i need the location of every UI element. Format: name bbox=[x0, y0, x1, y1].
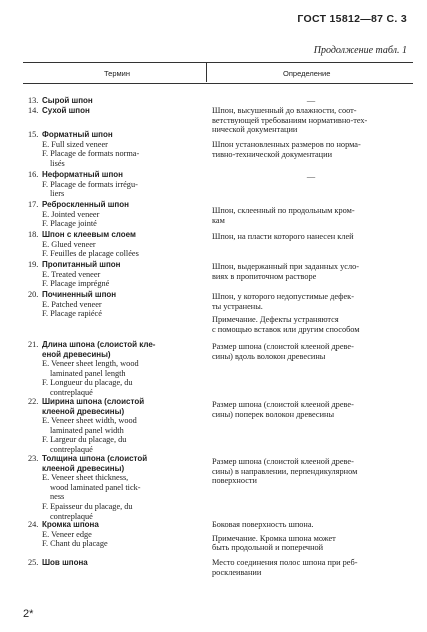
column-header-term: Термин bbox=[104, 69, 130, 78]
definition: Боковая поверхность шпона. Примечание. Кромка шпона может быть продольной и поперечной bbox=[212, 520, 336, 553]
term-row: 23. Толщина шпона (слоистой клееной древесины) E. Veneer sheet thickness, wood laminated panel tick- ness F. Epaisseur du placage, du contreplaqué bbox=[28, 454, 148, 521]
document-reference: ГОСТ 15812—87 С. 3 bbox=[297, 13, 407, 25]
definition: Шпон, выдержанный при заданных усло- виях в пропиточном растворе bbox=[212, 262, 360, 281]
definition: Размер шпона (слоистой клееной древе- сины) в направлении, перпендикулярном поверхности bbox=[212, 457, 358, 486]
term-row: 25. Шов шпона bbox=[28, 558, 88, 567]
term-row: 14. Сухой шпон bbox=[28, 106, 90, 115]
definition: Шпон, склеенный по продольным кром- кам bbox=[212, 206, 355, 225]
definition: Шпон, высушенный до влажности, соот- ветствующей требованиям нормативно-тех- нической документации bbox=[212, 106, 368, 135]
definition: Шпон, на пласти которого нанесен клей bbox=[212, 232, 354, 241]
term-row: 16. Неформатный шпон F. Placage de formats irrégu- liers bbox=[28, 170, 138, 199]
definition-dash: — bbox=[306, 96, 316, 105]
table-header-rule bbox=[23, 83, 413, 84]
definition: Шпон установленных размеров по норма- тивно-технической документации bbox=[212, 140, 361, 159]
table-continuation: Продолжение табл. 1 bbox=[313, 45, 407, 56]
term-row: 19. Пропитанный шпон E. Treated veneer F. Placage imprégné bbox=[28, 260, 121, 289]
term-row: 13. Сырой шпон bbox=[28, 96, 93, 105]
definition-dash: — bbox=[306, 172, 316, 181]
term-row: 18. Шпон с клеевым слоем E. Glued veneer F. Feuilles de placage collées bbox=[28, 230, 139, 259]
definition: Размер шпона (слоистой клееной древе- сины) вдоль волокон древесины bbox=[212, 342, 354, 361]
page-number: 2* bbox=[23, 608, 34, 620]
definition: Место соединения полос шпона при реб- росклеивании bbox=[212, 558, 358, 577]
term-row: 24. Кромка шпона E. Veneer edge F. Chant du placage bbox=[28, 520, 108, 549]
term-row: 21. Длина шпона (слоистой кле- еной древесины) E. Veneer sheet length, wood laminated panel length F. Longueur du placage, du contreplaqué bbox=[28, 340, 156, 397]
column-header-definition: Определение bbox=[283, 69, 331, 78]
term-row: 17. Реброскленный шпон E. Jointed veneer F. Placage jointé bbox=[28, 200, 129, 229]
term-row: 22. Ширина шпона (слоистой клееной древесины) E. Veneer sheet width, wood laminated panel width F. Largeur du placage, du contreplaqué bbox=[28, 397, 145, 454]
column-divider bbox=[206, 62, 207, 82]
table-top-rule bbox=[23, 62, 413, 63]
term-row: 20. Починенный шпон E. Patched veneer F. Placage rapiécé bbox=[28, 290, 117, 319]
definition: Размер шпона (слоистой клееной древе- сины) поперек волокон древесины bbox=[212, 400, 354, 419]
term-row: 15. Форматный шпон E. Full sized veneer F. Placage de formats norma- lisés bbox=[28, 130, 140, 168]
definition: Шпон, у которого недопустимые дефек- ты устранены. Примечание. Дефекты устраняются с помощью вставок или другим способом bbox=[212, 292, 360, 334]
